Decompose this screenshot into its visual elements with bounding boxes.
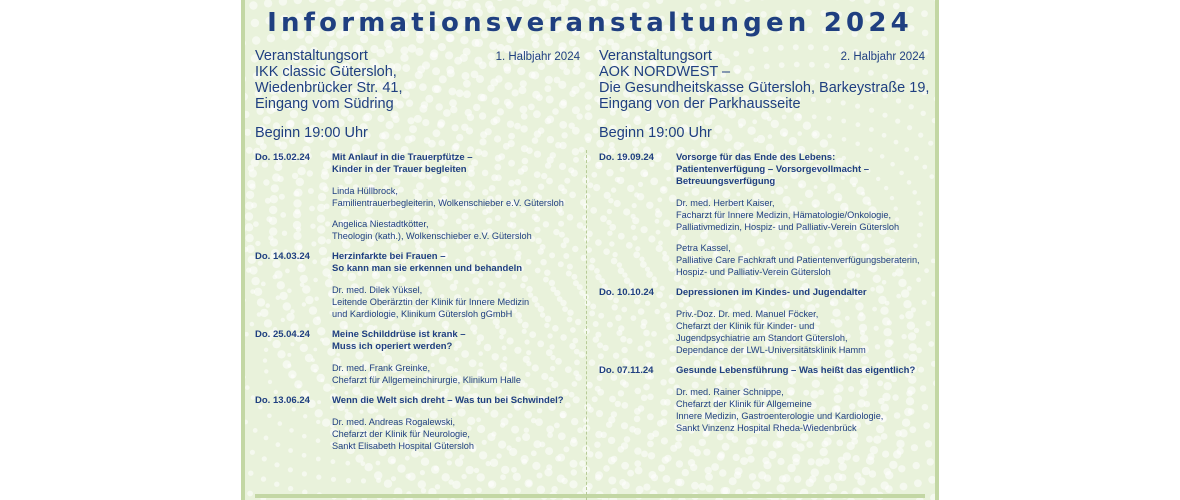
frame-right [935,0,939,500]
event-speaker: Linda Hüllbrock, Familientrauerbegleiterin, Wolkenschieber e.V. Gütersloh [332,186,564,208]
event-speaker: Angelica Niestadtkötter, Theologin (kath.), Wolkenschieber e.V. Gütersloh [332,219,532,241]
event-item [255,251,580,320]
event-speaker: Petra Kassel, Palliative Care Fachkraft und Patientenverfügungsberaterin, Hospiz- und Palliativ-Verein Gütersloh [676,243,920,277]
event-date: Do. 07.11.24 [599,365,654,376]
event-item [255,152,580,242]
frame-bottom [255,494,925,498]
venue-label: Veranstaltungsort [599,48,712,64]
event-date: Do. 15.02.24 [255,152,310,163]
event-speaker: Dr. med. Dilek Yüksel, Leitende Oberärztin der Klinik für Innere Medizin und Kardiologie, Klinikum Gütersloh gGmbH [332,285,530,319]
event-topic: Mit Anlauf in die Trauerpfütze – Kinder in der Trauer begleiten [332,152,473,175]
event-topic: Vorsorge für das Ende des Lebens: Patientenverfügung – Vorsorgevollmacht – Betreuungsverfügung [676,152,870,187]
event-item [255,329,580,386]
venue-address-line: Eingang von der Parkhausseite [599,96,801,112]
page-title: Informationsveranstaltungen 2024 [267,8,913,38]
event-date: Do. 14.03.24 [255,251,310,262]
event-list [255,152,580,452]
event-item [599,365,925,434]
flyer-page [241,0,939,500]
half-year-label: 2. Halbjahr 2024 [840,51,925,63]
event-list [599,152,925,434]
event-topic: Herzinfarkte bei Frauen – So kann man sie erkennen und behandeln [332,251,523,274]
event-speaker: Dr. med. Herbert Kaiser, Facharzt für Innere Medizin, Hämatologie/Onkologie, Palliativmedizin, Hospiz- und Palliativ-Verein Gütersloh [676,198,900,232]
venue-address-line: Eingang vom Südring [255,96,394,112]
event-date: Do. 13.06.24 [255,395,310,406]
event-item [599,152,925,278]
event-topic: Meine Schilddrüse ist krank – Muss ich operiert werden? [332,329,466,352]
start-time: Beginn 19:00 Uhr [599,125,712,141]
start-time: Beginn 19:00 Uhr [255,125,368,141]
event-topic: Gesunde Lebensführung – Was heißt das eigentlich? [676,365,916,376]
event-topic: Depressionen im Kindes- und Jugendalter [676,287,867,298]
half-year-label: 1. Halbjahr 2024 [495,51,580,63]
venue-address-line: Die Gesundheitskasse Gütersloh, Barkeystraße 19, [599,80,930,96]
event-date: Do. 25.04.24 [255,329,310,340]
column-divider [586,150,587,500]
event-topic: Wenn die Welt sich dreht – Was tun bei Schwindel? [332,395,564,406]
event-date: Do. 19.09.24 [599,152,654,163]
venue-header [599,48,925,64]
frame-left [241,0,245,500]
venue-address-line: AOK NORDWEST – [599,64,731,80]
event-speaker: Dr. med. Rainer Schnippe, Chefarzt der Klinik für Allgemeine Innere Medizin, Gastroenterologie und Kardiologie, Sankt Vinzenz Hospital Rheda-Wiedenbrück [676,387,884,433]
second-half-column [599,48,930,443]
event-date: Do. 10.10.24 [599,287,654,298]
venue-header [255,48,580,64]
event-speaker: Dr. med. Andreas Rogalewski, Chefarzt der Klinik für Neurologie, Sankt Elisabeth Hospital Gütersloh [332,417,474,451]
event-speaker: Priv.-Doz. Dr. med. Manuel Föcker, Chefarzt der Klinik für Kinder- und Jugendpsychiatrie am Standort Gütersloh, Dependance der LWL-Universitätsklinik Hamm [676,309,866,355]
venue-address-line: IKK classic Gütersloh, [255,64,397,80]
venue-label: Veranstaltungsort [255,48,368,64]
event-item [255,395,580,452]
first-half-column [255,48,580,461]
venue-address-line: Wiedenbrücker Str. 41, [255,80,403,96]
event-speaker: Dr. med. Frank Greinke, Chefarzt für Allgemeinchirurgie, Klinikum Halle [332,363,521,385]
event-item [599,287,925,356]
